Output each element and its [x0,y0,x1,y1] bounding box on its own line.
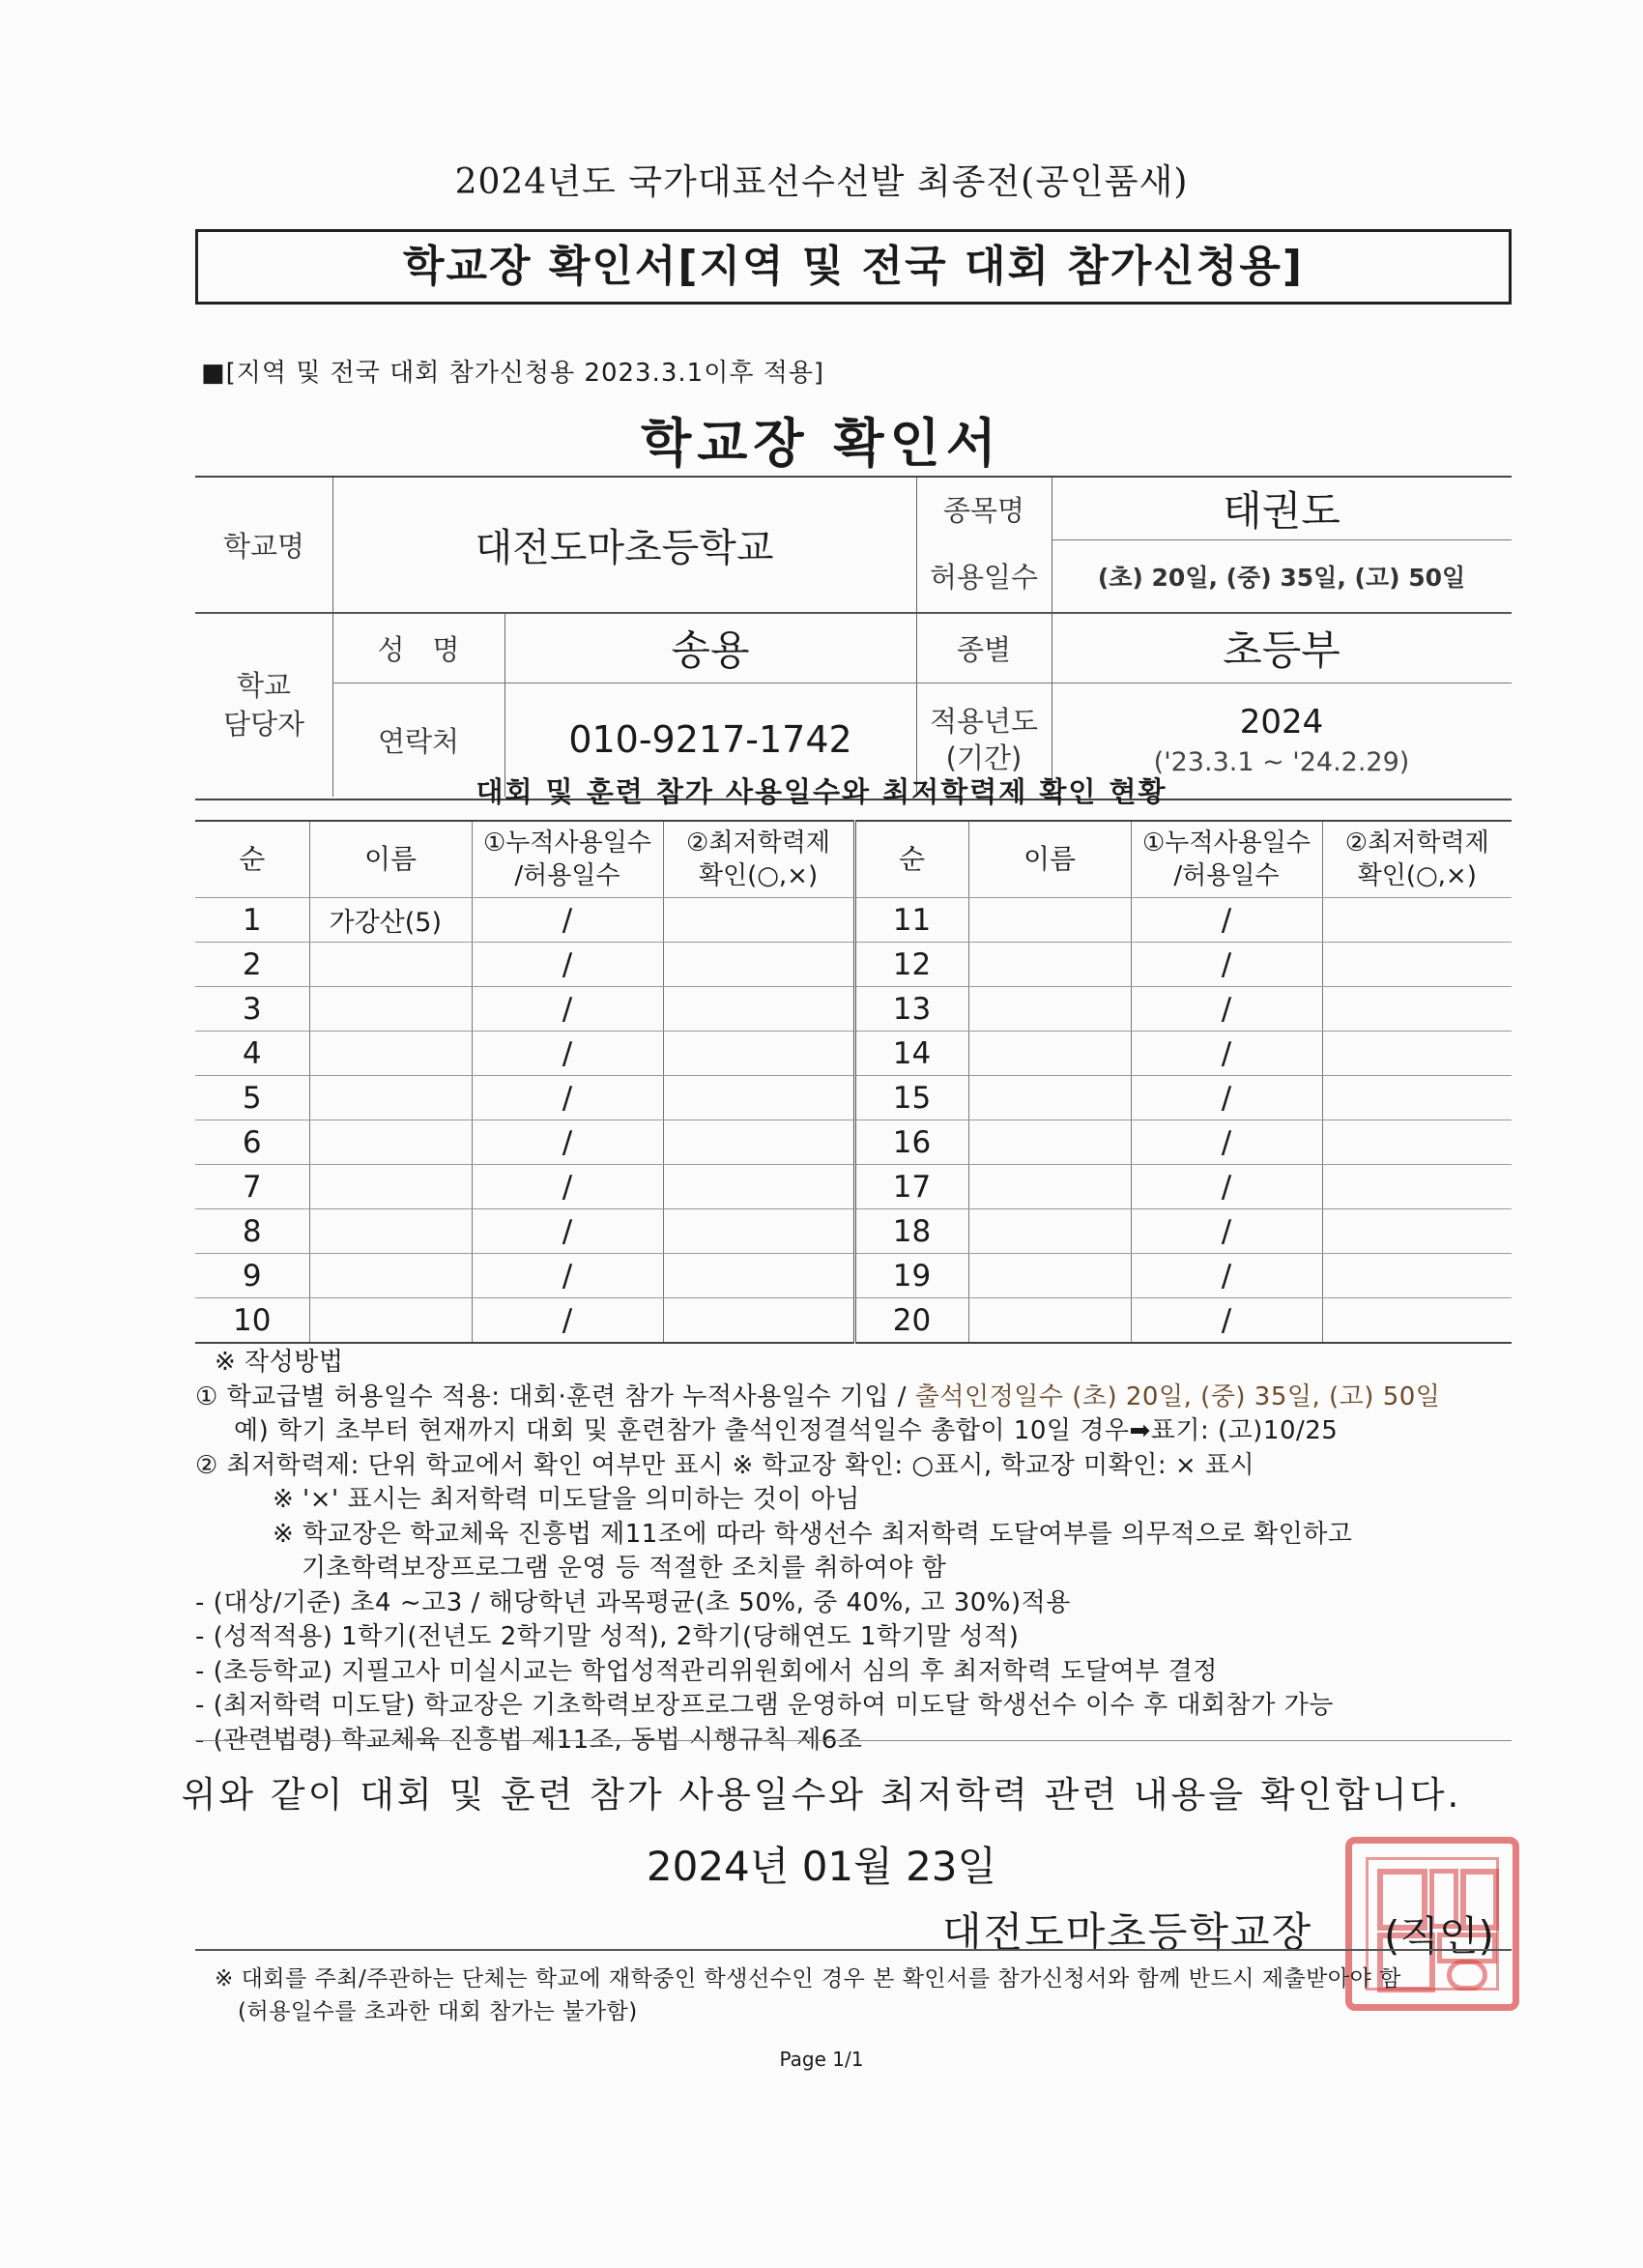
header-name: 이름 [309,821,472,898]
year-label: 적용년도 (기간) [929,705,1039,774]
row-number-cell: 16 [854,1120,968,1165]
note-2-sub-1: ※ '×' 표시는 최저학력 미도달을 의미하는 것이 아님 [273,1485,860,1514]
issue-date: 2024년 01월 23일 [646,1843,997,1890]
student-name-cell [309,1254,472,1298]
row-number-cell: 8 [195,1209,309,1254]
student-name-cell [968,1120,1131,1165]
row-number-cell: 10 [195,1298,309,1344]
student-name-cell [309,987,472,1032]
seal-label: (직인) [1384,1912,1494,1960]
days-used-cell: / [1131,1209,1322,1254]
footnote-line-1: ※ 대회를 주최/주관하는 단체는 학교에 재학중인 학생선수인 경우 본 확인서를 참가신청서와 함께 반드시 제출받아야 함 [215,1966,1401,1992]
days-used-cell: / [472,1254,663,1298]
page-number: Page 1/1 [779,2048,864,2071]
note-2: ② 최저학력제: 단위 학교에서 확인 여부만 표시 ※ 학교장 확인: ○표시, 학교장 미확인: × 표시 [195,1450,1255,1480]
contact-person-label: 학교 담당자 [222,669,305,741]
academic-check-cell [663,898,854,943]
student-name-cell [309,1120,472,1165]
days-used-cell: / [472,943,663,987]
bullet-below-minimum: - (최저학력 미도달) 학교장은 기초학력보장프로그램 운영하여 미도달 학생선수 이수 후 대회참가 가능 [195,1691,1334,1720]
note-1-text: ① 학교급별 허용일수 적용: 대회·훈련 참가 누적사용일수 기입 / [195,1381,915,1411]
days-used-cell: / [472,1209,663,1254]
student-name-cell [309,1298,472,1344]
days-used-cell: / [472,1120,663,1165]
roster-table [195,820,1512,1344]
bullet-grades: - (성적적용) 1학기(전년도 2학기말 성적), 2학기(당해연도 1학기말 성적) [195,1622,1020,1651]
row-number-cell: 19 [854,1254,968,1298]
academic-check-cell [663,1298,854,1344]
header-days: ①누적사용일수 /허용일수 [1131,821,1322,898]
student-name-cell [968,943,1131,987]
school-name-label: 학교명 [222,530,305,563]
days-used-cell: / [472,1076,663,1120]
sport-value: 태권도 [1223,487,1340,535]
student-name-cell [309,1165,472,1209]
table-row [195,943,1512,987]
academic-check-cell [663,1032,854,1076]
student-name-cell [968,1209,1131,1254]
student-name-cell: 가강산(5) [309,898,472,943]
table-row [195,1165,1512,1209]
academic-check-cell [663,1120,854,1165]
header-no: 순 [195,821,309,898]
note-1 [195,1381,1512,1415]
header-name: 이름 [968,821,1131,898]
note-1-highlight: 출석인정일수 (초) 20일, (중) 35일, (고) 50일 [914,1381,1441,1411]
academic-check-cell [1322,1076,1512,1120]
row-number-cell: 4 [195,1032,309,1076]
allowed-days-value: (초) 20일, (중) 35일, (고) 50일 [1097,563,1466,592]
academic-check-cell [1322,1254,1512,1298]
header-academic: ②최저학력제 확인(○,×) [1322,821,1512,898]
days-used-cell: / [472,987,663,1032]
section-title: 대회 및 훈련 참가 사용일수와 최저학력제 확인 현황 [476,775,1167,808]
academic-check-cell [1322,943,1512,987]
footnote [215,1963,1401,2028]
student-name-cell [968,1254,1131,1298]
row-number-cell: 15 [854,1076,968,1120]
division-value: 초등부 [1223,626,1340,674]
days-used-cell: / [1131,943,1322,987]
academic-check-cell [1322,1209,1512,1254]
days-used-cell: / [472,1165,663,1209]
academic-check-cell [663,943,854,987]
days-used-cell: / [1131,1032,1322,1076]
days-used-cell: / [472,1298,663,1344]
days-used-cell: / [1131,898,1322,943]
academic-check-cell [1322,1165,1512,1209]
days-used-cell: / [1131,1120,1322,1165]
academic-check-cell [663,1209,854,1254]
header-days: ①누적사용일수 /허용일수 [472,821,663,898]
student-name-cell [309,1032,472,1076]
year-period: ('23.3.1 ~ '24.2.29) [1153,746,1410,777]
table-row [195,1120,1512,1165]
student-name-cell [309,943,472,987]
student-name-cell [968,898,1131,943]
confirmation-statement: 위와 같이 대회 및 훈련 참가 사용일수와 최저학력 관련 내용을 확인합니다. [181,1774,1462,1816]
divider [195,1740,1512,1741]
row-number-cell: 6 [195,1120,309,1165]
academic-check-cell [663,987,854,1032]
division-label: 종별 [956,632,1012,666]
note-2-sub-2: ※ 학교장은 학교체육 진흥법 제11조에 따라 학생선수 최저학력 도달여부를 의무적으로 확인하고 [273,1519,1353,1549]
form-title-box: 학교장 확인서[지역 및 전국 대회 참가신청용] [195,229,1512,305]
table-row [195,1254,1512,1298]
academic-check-cell [663,1165,854,1209]
info-table [195,476,1512,800]
allowed-days-label: 허용일수 [929,561,1039,594]
name-label: 성 명 [377,632,460,666]
days-used-cell: / [472,1032,663,1076]
roster-header-row [195,821,1512,898]
table-row [195,1032,1512,1076]
row-number-cell: 20 [854,1298,968,1344]
header-no: 순 [854,821,968,898]
bullet-target: - (대상/기준) 초4 ~고3 / 해당학년 과목평균(초 50%, 중 40%, 고 30%)적용 [195,1587,1071,1617]
table-row [195,898,1512,943]
phone-value: 010-9217-1742 [568,718,852,761]
notes-heading: ※ 작성방법 [215,1348,344,1377]
student-name-cell [968,1298,1131,1344]
academic-check-cell [1322,1120,1512,1165]
days-used-cell: / [1131,1254,1322,1298]
row-number-cell: 9 [195,1254,309,1298]
bullet-laws: - (관련법령) 학교체육 진흥법 제11조, 동법 시행규칙 제6조 [195,1725,863,1755]
row-number-cell: 12 [854,943,968,987]
table-row [195,1298,1512,1344]
student-name-cell [968,1076,1131,1120]
sport-label: 종목명 [942,493,1025,527]
row-number-cell: 1 [195,898,309,943]
signer-name: 대전도마초등학교장 [942,1908,1313,1956]
table-row [195,1209,1512,1254]
student-name-cell [968,987,1131,1032]
note-1-example: 예) 학기 초부터 현재까지 대회 및 훈련참가 출석인정결석일수 총합이 10일 경우➡표기: (고)10/25 [234,1416,1339,1445]
note-2-sub-3: 기초학력보장프로그램 운영 등 적절한 조치를 취하여야 함 [302,1554,947,1583]
document-title: 학교장 확인서 [641,413,1002,474]
contact-name-value: 송용 [671,626,750,674]
row-number-cell: 13 [854,987,968,1032]
footnote-line-2: (허용일수를 초과한 대회 참가는 불가함) [238,1999,638,2024]
days-used-cell: / [1131,1298,1322,1344]
year-value: 2024 [1239,702,1324,741]
row-number-cell: 14 [854,1032,968,1076]
academic-check-cell [663,1254,854,1298]
days-used-cell: / [1131,1165,1322,1209]
row-number-cell: 5 [195,1076,309,1120]
days-used-cell: / [472,898,663,943]
row-number-cell: 11 [854,898,968,943]
student-name-cell [968,1165,1131,1209]
table-row [195,1076,1512,1120]
row-number-cell: 17 [854,1165,968,1209]
days-used-cell: / [1131,987,1322,1032]
bullet-elementary: - (초등학교) 지필고사 미실시교는 학업성적관리위원회에서 심의 후 최저학력 도달여부 결정 [195,1656,1218,1686]
competition-title: 2024년도 국가대표선수선발 최종전(공인품새) [454,162,1189,202]
academic-check-cell [1322,987,1512,1032]
school-name-value: 대전도마초등학교 [475,526,774,570]
row-number-cell: 18 [854,1209,968,1254]
academic-check-cell [1322,1032,1512,1076]
apply-note: ■[지역 및 전국 대회 참가신청용 2023.3.1이후 적용] [201,359,825,388]
instructions [195,1346,1512,1758]
academic-check-cell [663,1076,854,1120]
student-name-cell [309,1076,472,1120]
student-name-cell [968,1032,1131,1076]
academic-check-cell [1322,898,1512,943]
footer-divider [195,1949,1512,1951]
header-academic: ②최저학력제 확인(○,×) [663,821,854,898]
table-row [195,987,1512,1032]
student-name-cell [309,1209,472,1254]
row-number-cell: 2 [195,943,309,987]
phone-label: 연락처 [377,724,460,758]
row-number-cell: 3 [195,987,309,1032]
row-number-cell: 7 [195,1165,309,1209]
academic-check-cell [1322,1298,1512,1344]
days-used-cell: / [1131,1076,1322,1120]
